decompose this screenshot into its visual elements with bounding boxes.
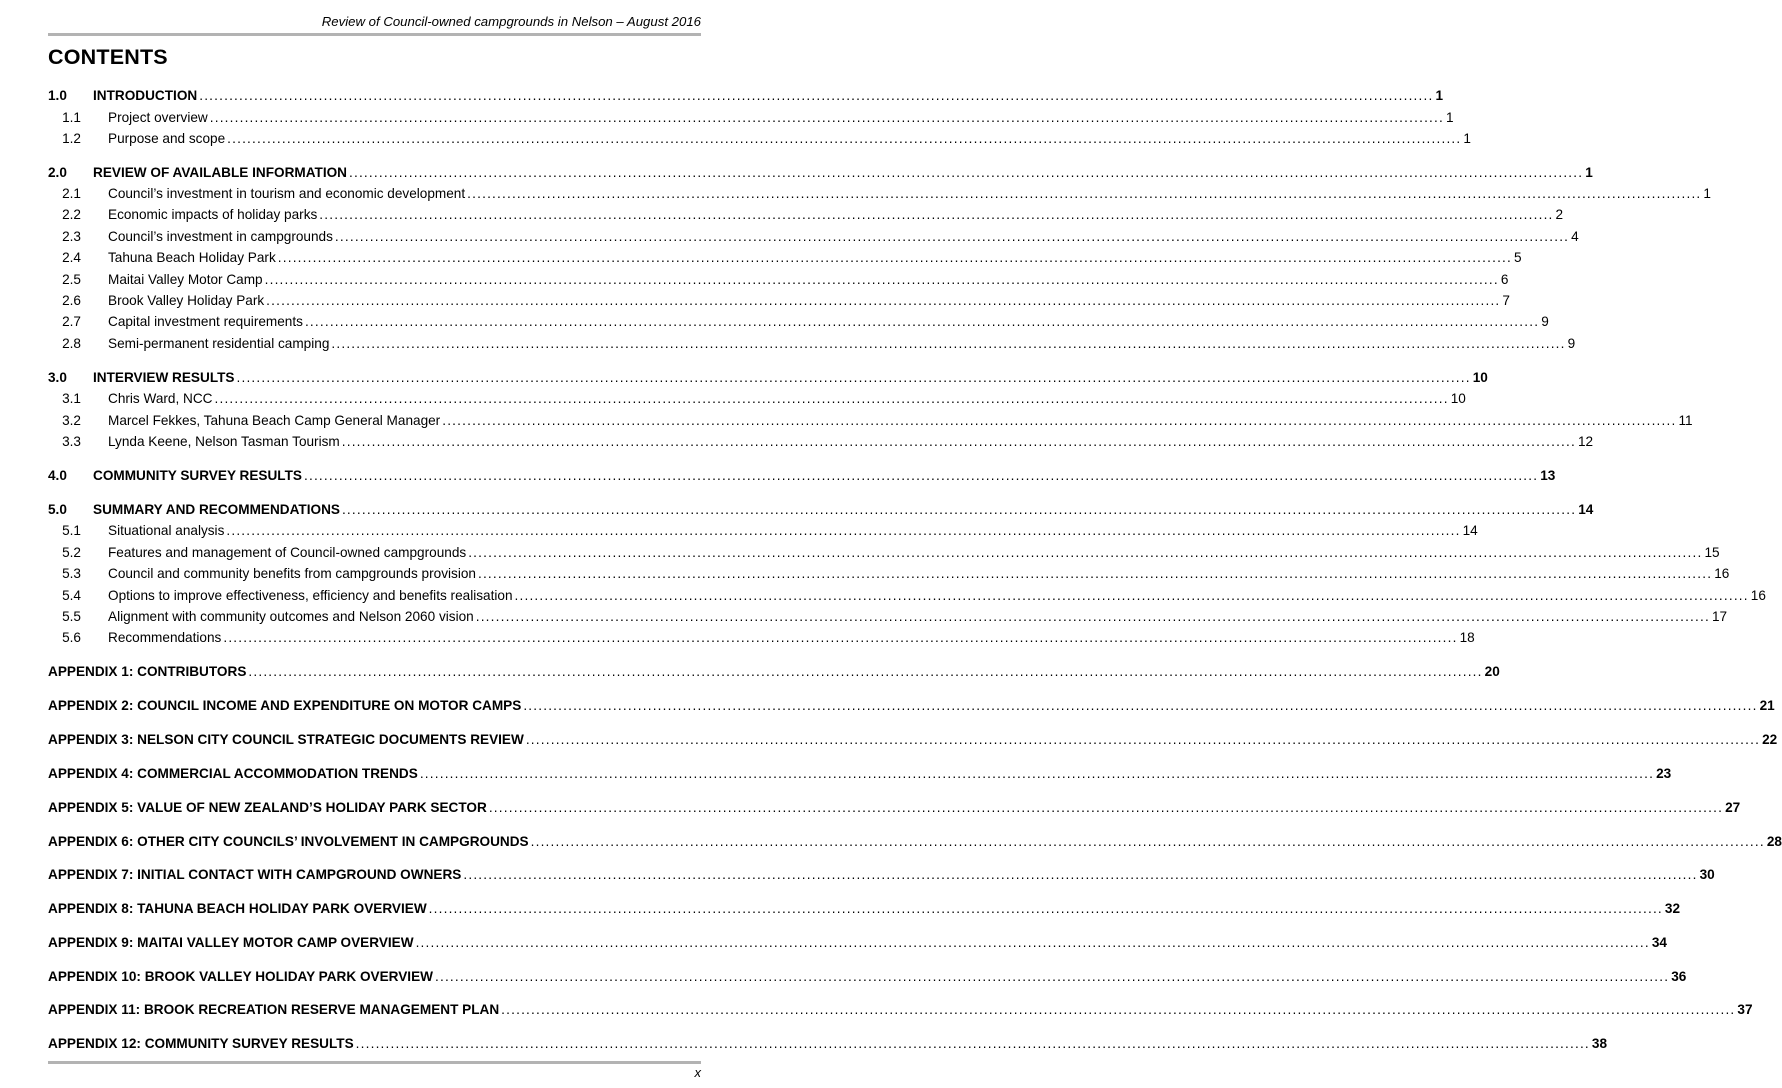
toc-entry-label: Purpose and scope: [108, 131, 226, 146]
toc-entry-label: APPENDIX 7: INITIAL CONTACT WITH CAMPGROUND OWNERS: [48, 867, 462, 882]
toc-entry-label: INTRODUCTION: [93, 88, 198, 103]
toc-dot-leader: ........................................................................................................................................................................................................................................................: [214, 391, 1449, 406]
toc-subsection-entry[interactable]: [48, 183, 1711, 203]
toc-section-entry[interactable]: [48, 85, 1444, 105]
toc-entry-label: APPENDIX 1: CONTRIBUTORS: [48, 664, 247, 679]
toc-entry-label: Economic impacts of holiday parks: [108, 207, 318, 222]
toc-entry-page: 23: [1656, 766, 1672, 781]
toc-dot-leader: ........................................................................................................................................................................................................................................................: [525, 732, 1761, 747]
toc-entry-number: 5.4: [62, 588, 81, 603]
toc-appendix-entry[interactable]: [48, 898, 1681, 918]
toc-entry-number: 2.2: [62, 207, 81, 222]
toc-entry-number: 5.1: [62, 523, 81, 538]
toc-entry-number: 2.7: [62, 314, 81, 329]
toc-entry-page: 1: [1585, 165, 1593, 180]
toc-entry-page: 9: [1541, 314, 1549, 329]
toc-appendix-entry[interactable]: [48, 695, 1775, 715]
toc-dot-leader: ........................................................................................................................................................................................................................................................: [355, 1036, 1590, 1051]
toc-entry-page: 34: [1651, 935, 1667, 950]
toc-entry-number: 1.2: [62, 131, 81, 146]
toc-entry-page: 1: [1703, 186, 1711, 201]
toc-entry-label: Maitai Valley Motor Camp: [108, 272, 263, 287]
toc-subsection-entry[interactable]: [48, 107, 1454, 127]
toc-dot-leader: ........................................................................................................................................................................................................................................................: [488, 800, 1724, 815]
toc-entry-page: 12: [1577, 434, 1594, 449]
toc-appendix-entry[interactable]: [48, 1033, 1608, 1053]
toc-entry-label: COMMUNITY SURVEY RESULTS: [93, 468, 302, 483]
toc-entry-page: 36: [1671, 969, 1687, 984]
toc-dot-leader: ........................................................................................................................................................................................................................................................: [303, 468, 1539, 483]
toc-entry-label: APPENDIX 3: NELSON CITY COUNCIL STRATEGIC DOCUMENTS REVIEW: [48, 732, 524, 747]
toc-dot-leader: ........................................................................................................................................................................................................................................................: [223, 630, 1458, 645]
toc-entry-label: APPENDIX 9: MAITAI VALLEY MOTOR CAMP OVERVIEW: [48, 935, 414, 950]
toc-entry-page: 1: [1463, 131, 1471, 146]
toc-dot-leader: ........................................................................................................................................................................................................................................................: [468, 545, 1703, 560]
toc-entry-label: APPENDIX 5: VALUE OF NEW ZEALAND’S HOLIDAY PARK SECTOR: [48, 800, 487, 815]
toc-subsection-entry[interactable]: [48, 388, 1466, 408]
toc-entry-page: 9: [1567, 336, 1576, 351]
toc-dot-leader: ........................................................................................................................................................................................................................................................: [248, 664, 1483, 679]
toc-entry-page: 7: [1502, 293, 1510, 308]
toc-entry-page: 4: [1571, 229, 1579, 244]
toc-dot-leader: ........................................................................................................................................................................................................................................................: [341, 434, 1576, 449]
toc-entry-page: 13: [1540, 468, 1556, 483]
toc-entry-page: 16: [1714, 566, 1730, 581]
toc-dot-leader: ........................................................................................................................................................................................................................................................: [341, 502, 1577, 517]
toc-dot-leader: ........................................................................................................................................................................................................................................................: [266, 293, 1501, 308]
toc-entry-number: 2.3: [62, 229, 81, 244]
footer-rule: [48, 1061, 701, 1064]
toc-entry-label: Tahuna Beach Holiday Park: [108, 250, 276, 265]
toc-entry-label: Council’s investment in tourism and economic development: [108, 186, 466, 201]
toc-entry-page: 38: [1591, 1036, 1608, 1051]
toc-entry-page: 6: [1500, 272, 1509, 287]
toc-dot-leader: ........................................................................................................................................................................................................................................................: [514, 588, 1749, 603]
toc-entry-number: 3.1: [62, 391, 81, 406]
toc-dot-leader: ........................................................................................................................................................................................................................................................: [477, 566, 1713, 581]
running-header-title: Review of Council-owned campgrounds in Nelson – August 2016: [321, 14, 701, 29]
toc-entry-label: Brook Valley Holiday Park: [108, 293, 265, 308]
toc-dot-leader: ........................................................................................................................................................................................................................................................: [467, 186, 1702, 201]
toc-entry-page: 22: [1762, 732, 1778, 747]
toc-dot-leader: ........................................................................................................................................................................................................................................................: [304, 314, 1540, 329]
toc-subsection-entry[interactable]: [48, 585, 1766, 605]
toc-entry-page: 2: [1555, 207, 1564, 222]
toc-entry-page: 20: [1484, 664, 1500, 679]
toc-dot-leader: ........................................................................................................................................................................................................................................................: [475, 609, 1710, 624]
toc-entry-number: 2.5: [62, 272, 81, 287]
toc-entry-number: 2.1: [62, 186, 81, 201]
toc-dot-leader: ........................................................................................................................................................................................................................................................: [501, 1002, 1736, 1017]
toc-appendix-entry[interactable]: [48, 797, 1741, 817]
toc-entry-number: 3.0: [48, 370, 67, 385]
toc-appendix-entry[interactable]: [48, 932, 1667, 952]
toc-entry-label: APPENDIX 8: TAHUNA BEACH HOLIDAY PARK OVERVIEW: [48, 901, 427, 916]
toc-entry-label: APPENDIX 2: COUNCIL INCOME AND EXPENDITURE ON MOTOR CAMPS: [48, 698, 522, 713]
toc-entry-page: 37: [1737, 1002, 1753, 1017]
toc-dot-leader: ........................................................................................................................................................................................................................................................: [331, 336, 1566, 351]
header-rule: [48, 33, 701, 36]
toc-appendix-entry[interactable]: [48, 661, 1500, 681]
toc-dot-leader: ........................................................................................................................................................................................................................................................: [415, 935, 1650, 950]
toc-appendix-entry[interactable]: [48, 729, 1778, 749]
toc-subsection-entry[interactable]: [48, 431, 1594, 451]
toc-entry-label: Project overview: [108, 110, 208, 125]
toc-appendix-entry[interactable]: [48, 864, 1715, 884]
toc-dot-leader: ........................................................................................................................................................................................................................................................: [264, 272, 1499, 287]
toc-entry-page: 14: [1462, 523, 1478, 538]
toc-entry-page: 28: [1766, 834, 1782, 849]
toc-entry-label: Lynda Keene, Nelson Tasman Tourism: [108, 434, 340, 449]
toc-subsection-entry[interactable]: [48, 204, 1564, 224]
toc-entry-label: Council’s investment in campgrounds: [108, 229, 333, 244]
toc-entry-label: APPENDIX 10: BROOK VALLEY HOLIDAY PARK OVERVIEW: [48, 969, 433, 984]
toc-dot-leader: ........................................................................................................................................................................................................................................................: [428, 901, 1663, 916]
toc-section-entry[interactable]: [48, 367, 1488, 387]
toc-dot-leader: ........................................................................................................................................................................................................................................................: [319, 207, 1554, 222]
toc-entry-number: 2.8: [62, 336, 81, 351]
toc-subsection-entry[interactable]: [48, 563, 1730, 583]
toc-entry-page: 1: [1445, 110, 1454, 125]
toc-dot-leader: ........................................................................................................................................................................................................................................................: [523, 698, 1758, 713]
toc-entry-label: INTERVIEW RESULTS: [93, 370, 235, 385]
toc-section-entry[interactable]: [48, 499, 1594, 519]
toc-appendix-entry[interactable]: [48, 831, 1782, 851]
toc-entry-label: Options to improve effectiveness, efficiency and benefits realisation: [108, 588, 513, 603]
toc-subsection-entry[interactable]: [48, 226, 1579, 246]
toc-subsection-entry[interactable]: [48, 290, 1510, 310]
toc-entry-page: 1: [1435, 88, 1444, 103]
toc-entry-label: Chris Ward, NCC: [108, 391, 213, 406]
toc-entry-number: 3.2: [62, 413, 81, 428]
toc-entry-page: 21: [1759, 698, 1775, 713]
toc-entry-number: 2.0: [48, 165, 67, 180]
toc-dot-leader: ........................................................................................................................................................................................................................................................: [463, 867, 1698, 882]
toc-entry-page: 16: [1750, 588, 1766, 603]
toc-entry-page: 10: [1472, 370, 1488, 385]
toc-entry-page: 10: [1450, 391, 1466, 406]
toc-entry-number: 5.6: [62, 630, 81, 645]
toc-dot-leader: ........................................................................................................................................................................................................................................................: [442, 413, 1677, 428]
toc-entry-label: Recommendations: [108, 630, 222, 645]
toc-entry-label: Semi-permanent residential camping: [108, 336, 330, 351]
toc-entry-label: SUMMARY AND RECOMMENDATIONS: [93, 502, 340, 517]
toc-entry-label: Marcel Fekkes, Tahuna Beach Camp General Manager: [108, 413, 441, 428]
toc-entry-label: APPENDIX 6: OTHER CITY COUNCILS’ INVOLVEMENT IN CAMPGROUNDS: [48, 834, 529, 849]
toc-entry-page: 27: [1725, 800, 1741, 815]
toc-dot-leader: ........................................................................................................................................................................................................................................................: [227, 131, 1462, 146]
toc-dot-leader: ........................................................................................................................................................................................................................................................: [277, 250, 1513, 265]
toc-entry-number: 2.6: [62, 293, 81, 308]
toc-entry-number: 5.5: [62, 609, 81, 624]
toc-entry-number: 5.3: [62, 566, 81, 581]
toc-subsection-entry[interactable]: [48, 520, 1478, 540]
toc-subsection-entry[interactable]: [48, 410, 1693, 430]
toc-entry-label: Capital investment requirements: [108, 314, 303, 329]
toc-entry-label: REVIEW OF AVAILABLE INFORMATION: [93, 165, 347, 180]
toc-dot-leader: ........................................................................................................................................................................................................................................................: [334, 229, 1570, 244]
toc-entry-label: Alignment with community outcomes and Nelson 2060 vision: [108, 609, 474, 624]
toc-subsection-entry[interactable]: [48, 606, 1728, 626]
toc-appendix-entry[interactable]: [48, 763, 1672, 783]
toc-entry-page: 17: [1711, 609, 1728, 624]
toc-entry-number: 4.0: [48, 468, 67, 483]
toc-dot-leader: ........................................................................................................................................................................................................................................................: [434, 969, 1670, 984]
toc-subsection-entry[interactable]: [48, 247, 1522, 267]
toc-entry-page: 14: [1578, 502, 1594, 517]
toc-entry-page: 5: [1514, 250, 1522, 265]
toc-dot-leader: ........................................................................................................................................................................................................................................................: [236, 370, 1471, 385]
toc-entry-number: 3.3: [62, 434, 81, 449]
toc-appendix-entry[interactable]: [48, 966, 1687, 986]
toc-entry-label: APPENDIX 4: COMMERCIAL ACCOMMODATION TRENDS: [48, 766, 418, 781]
toc-entry-number: 2.4: [62, 250, 81, 265]
toc-entry-page: 32: [1664, 901, 1681, 916]
toc-dot-leader: ........................................................................................................................................................................................................................................................: [226, 523, 1461, 538]
toc-entry-number: 1.1: [62, 110, 81, 125]
toc-entry-number: 5.0: [48, 502, 67, 517]
toc-subsection-entry[interactable]: [48, 627, 1475, 647]
toc-entry-page: 15: [1704, 545, 1720, 560]
toc-dot-leader: ........................................................................................................................................................................................................................................................: [349, 165, 1584, 180]
toc-dot-leader: ........................................................................................................................................................................................................................................................: [530, 834, 1765, 849]
toc-subsection-entry[interactable]: [48, 128, 1471, 148]
toc-entry-page: 30: [1699, 867, 1715, 882]
toc-entry-label: APPENDIX 12: COMMUNITY SURVEY RESULTS: [48, 1036, 354, 1051]
toc-entry-label: Council and community benefits from campgrounds provision: [108, 566, 476, 581]
toc-dot-leader: ........................................................................................................................................................................................................................................................: [209, 110, 1444, 125]
toc-dot-leader: ........................................................................................................................................................................................................................................................: [419, 766, 1655, 781]
toc-subsection-entry[interactable]: [48, 542, 1720, 562]
toc-subsection-entry[interactable]: [48, 333, 1576, 353]
toc-dot-leader: ........................................................................................................................................................................................................................................................: [199, 88, 1434, 103]
toc-entry-page: 18: [1459, 630, 1475, 645]
toc-subsection-entry[interactable]: [48, 311, 1549, 331]
toc-entry-page: 11: [1678, 413, 1693, 428]
toc-section-entry[interactable]: [48, 465, 1556, 485]
toc-subsection-entry[interactable]: [48, 269, 1509, 289]
toc-entry-number: 5.2: [62, 545, 81, 560]
toc-entry-label: Features and management of Council-owned campgrounds: [108, 545, 467, 560]
contents-title: CONTENTS: [48, 45, 168, 69]
toc-entry-number: 1.0: [48, 88, 67, 103]
toc-entry-label: Situational analysis: [108, 523, 225, 538]
toc-section-entry[interactable]: [48, 162, 1593, 182]
toc-appendix-entry[interactable]: [48, 999, 1753, 1019]
footer-page-number: x: [694, 1065, 701, 1080]
toc-entry-label: APPENDIX 11: BROOK RECREATION RESERVE MANAGEMENT PLAN: [48, 1002, 500, 1017]
